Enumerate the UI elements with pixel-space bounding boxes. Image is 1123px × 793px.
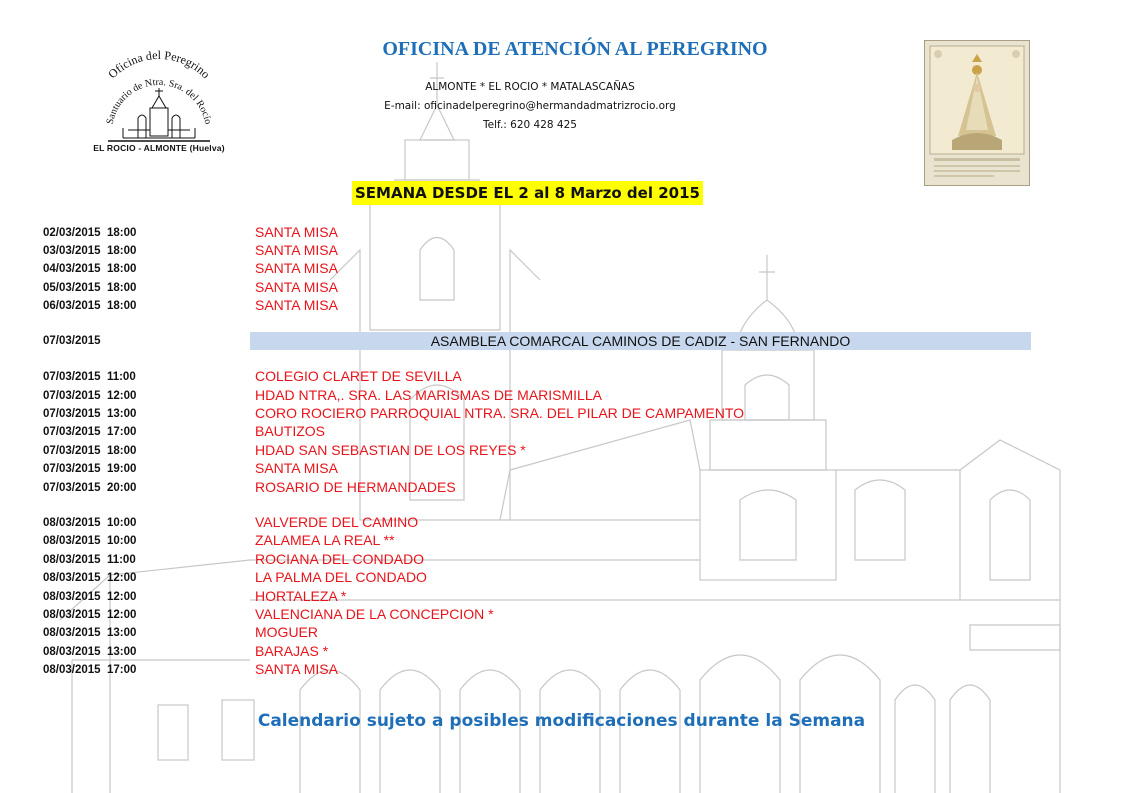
page-title: OFICINA DE ATENCIÓN AL PEREGRINO — [382, 38, 768, 60]
schedule-row — [0, 532, 1123, 550]
row-datetime: 07/03/2015 11:00 — [43, 371, 136, 383]
row-datetime: 06/03/2015 18:00 — [43, 300, 137, 312]
row-datetime: 07/03/2015 17:00 — [43, 426, 137, 438]
row-event: VALVERDE DEL CAMINO — [255, 514, 419, 530]
phone-line: Telf.: 620 428 425 — [483, 119, 577, 131]
row-datetime: 07/03/2015 13:00 — [43, 408, 137, 420]
schedule-row — [0, 460, 1123, 478]
schedule-row — [0, 242, 1123, 260]
row-event: HDAD SAN SEBASTIAN DE LOS REYES * — [255, 442, 526, 458]
row-event: ZALAMEA LA REAL ** — [255, 532, 395, 548]
row-datetime: 07/03/2015 18:00 — [43, 445, 137, 457]
row-datetime: 07/03/2015 19:00 — [43, 463, 137, 475]
row-event: SANTA MISA — [255, 297, 338, 313]
row-event: CORO ROCIERO PARROQUIAL NTRA. SRA. DEL PILAR DE CAMPAMENTO — [255, 405, 745, 421]
email-line: E-mail: oficinadelperegrino@hermandadmatrizrocio.org — [384, 100, 676, 112]
schedule-row — [0, 661, 1123, 679]
logo-caption: EL ROCIO - ALMONTE (Huelva) — [93, 143, 225, 153]
logo-text-middle: Santuario de Ntra. Sra. del Rocío — [104, 76, 214, 126]
schedule-row — [0, 297, 1123, 315]
row-event: HDAD NTRA,. SRA. LAS MARISMAS DE MARISMILLA — [255, 387, 602, 403]
virgin-del-rocio-image — [924, 40, 1030, 186]
week-heading: SEMANA DESDE EL 2 al 8 Marzo del 2015 — [352, 181, 703, 205]
schedule-row — [0, 405, 1123, 423]
row-event: VALENCIANA DE LA CONCEPCION * — [255, 606, 494, 622]
row-datetime: 08/03/2015 13:00 — [43, 646, 137, 658]
logo-text-top: Oficina del Peregrino — [105, 50, 213, 82]
schedule-row — [0, 551, 1123, 569]
footer-note: Calendario sujeto a posibles modificaciones durante la Semana — [257, 711, 866, 731]
schedule-row — [0, 423, 1123, 441]
locations-line: ALMONTE * EL ROCIO * MATALASCAÑAS — [425, 81, 635, 93]
pilgrim-office-logo — [78, 50, 240, 162]
row-datetime: 02/03/2015 18:00 — [43, 227, 137, 239]
schedule-row — [0, 606, 1123, 624]
schedule-row — [0, 442, 1123, 460]
row-datetime: 07/03/2015 20:00 — [43, 482, 137, 494]
schedule-row — [0, 588, 1123, 606]
assembly-banner — [250, 332, 1031, 350]
row-datetime: 04/03/2015 18:00 — [43, 263, 137, 275]
row-event: ROSARIO DE HERMANDADES — [255, 479, 456, 495]
row-event: SANTA MISA — [255, 279, 338, 295]
row-event: BAUTIZOS — [255, 423, 326, 439]
schedule-row — [0, 569, 1123, 587]
svg-text:Santuario de Ntra. Sra. del Ro — [105, 77, 214, 125]
schedule-row — [0, 514, 1123, 532]
row-datetime: 07/03/2015 12:00 — [43, 390, 137, 402]
row-datetime: 08/03/2015 13:00 — [43, 627, 137, 639]
schedule-row — [0, 368, 1123, 386]
row-event: SANTA MISA — [255, 460, 338, 476]
schedule-row — [0, 643, 1123, 661]
row-datetime: 08/03/2015 17:00 — [43, 664, 137, 676]
row-event: COLEGIO CLARET DE SEVILLA — [255, 368, 462, 384]
svg-text:Oficina del Peregrino — [105, 50, 213, 81]
schedule-row — [0, 479, 1123, 497]
row-event: HORTALEZA * — [255, 588, 347, 604]
row-datetime: 03/03/2015 18:00 — [43, 245, 137, 257]
row-datetime: 08/03/2015 12:00 — [43, 572, 137, 584]
row-datetime: 08/03/2015 12:00 — [43, 609, 137, 621]
schedule-row — [0, 279, 1123, 297]
row-datetime: 08/03/2015 11:00 — [43, 554, 136, 566]
row-event: SANTA MISA — [255, 260, 338, 276]
row-event: SANTA MISA — [255, 224, 338, 240]
row-datetime: 08/03/2015 10:00 — [43, 517, 137, 529]
row-event: SANTA MISA — [255, 661, 338, 677]
schedule-row — [0, 624, 1123, 642]
row-datetime: 05/03/2015 18:00 — [43, 282, 137, 294]
schedule-row — [0, 224, 1123, 242]
banner-text: ASAMBLEA COMARCAL CAMINOS DE CADIZ - SAN FERNANDO — [430, 333, 851, 349]
row-event: ROCIANA DEL CONDADO — [255, 551, 425, 567]
schedule-row — [0, 260, 1123, 278]
schedule-row — [0, 387, 1123, 405]
row-event: LA PALMA DEL CONDADO — [255, 569, 427, 585]
banner-date: 07/03/2015 — [43, 335, 101, 347]
row-datetime: 08/03/2015 10:00 — [43, 535, 137, 547]
row-event: SANTA MISA — [255, 242, 338, 258]
row-event: MOGUER — [255, 624, 318, 640]
row-datetime: 08/03/2015 12:00 — [43, 591, 137, 603]
row-event: BARAJAS * — [255, 643, 329, 659]
